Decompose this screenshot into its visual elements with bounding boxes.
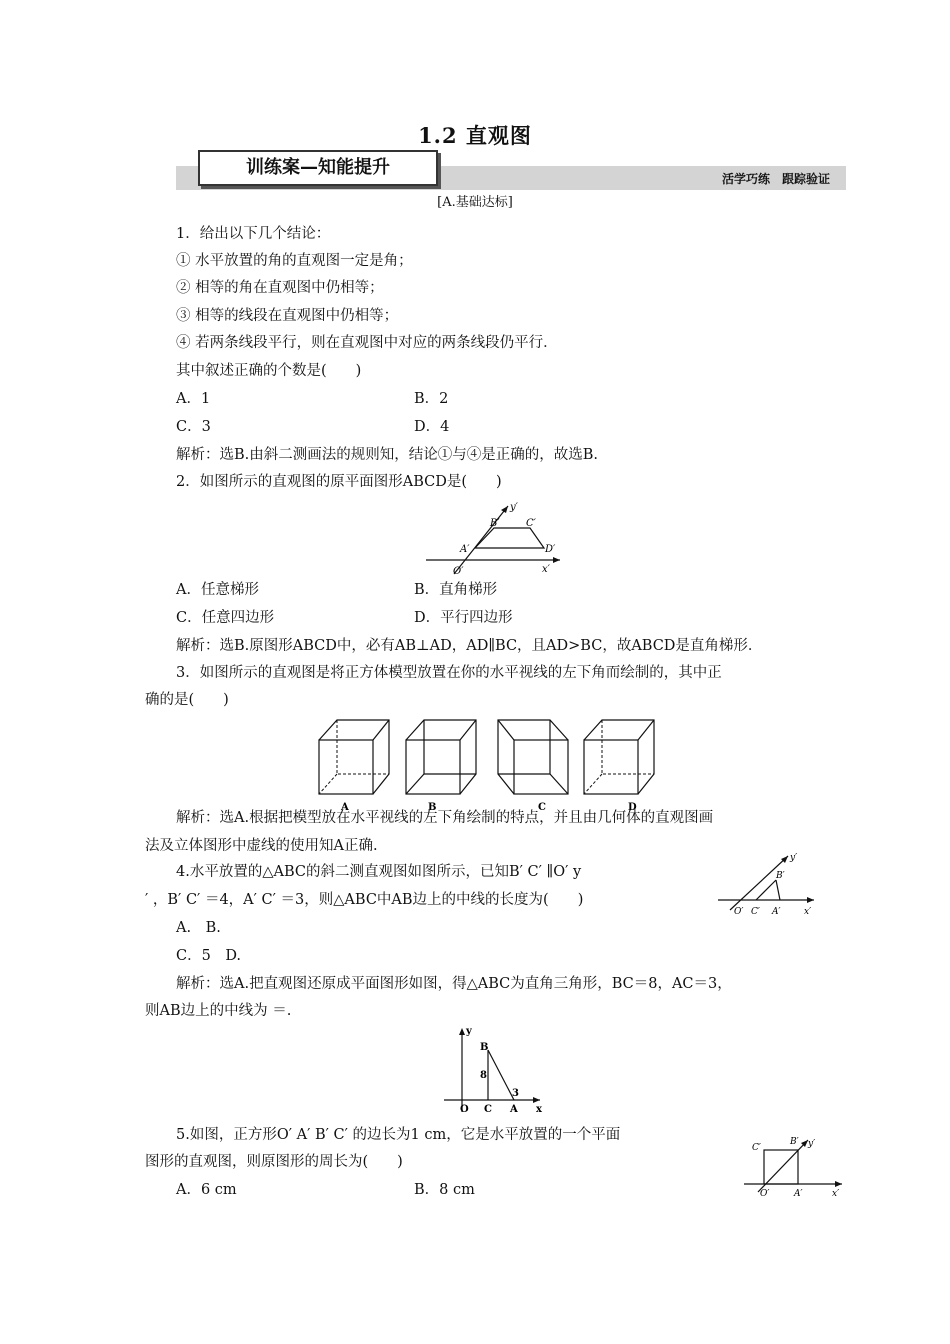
section-heading: [A.基础达标] bbox=[437, 195, 513, 210]
q2-option-d: D．平行四边形 bbox=[414, 610, 513, 626]
q5-label-c: C′ bbox=[752, 1143, 761, 1153]
q5-label-x: x′ bbox=[832, 1189, 840, 1199]
q1-claim-2: ② 相等的角在直观图中仍相等； bbox=[176, 280, 384, 296]
q5-option-b: B．8 cm bbox=[414, 1182, 475, 1198]
q2-option-a: A．任意梯形 bbox=[176, 582, 259, 598]
q4-analysis-line-2: 则AB边上的中线为 ＝. bbox=[145, 1003, 292, 1019]
q2-option-b: B．直角梯形 bbox=[414, 582, 498, 598]
q5-label-b: B′ bbox=[790, 1137, 799, 1147]
q4-options-cd: C．5 D. bbox=[176, 948, 242, 964]
q3-cube-b bbox=[402, 716, 482, 812]
q2-label-y: y′ bbox=[510, 502, 518, 513]
q5-option-a: A．6 cm bbox=[176, 1182, 237, 1198]
q1-stem: 1．给出以下几个结论： bbox=[176, 226, 331, 242]
q5-label-o: O′ bbox=[760, 1189, 770, 1199]
q2-label-a: A′ bbox=[460, 544, 470, 555]
q5-label-a: A′ bbox=[794, 1189, 803, 1199]
q1-option-a: A．1 bbox=[176, 391, 211, 407]
q4-fig2-label-x: x bbox=[536, 1104, 542, 1115]
q5-label-y: y′ bbox=[808, 1139, 816, 1149]
banner-right-text: 活学巧练 跟踪验证 bbox=[721, 172, 830, 186]
q2-option-c: C．任意四边形 bbox=[176, 610, 275, 626]
q3-analysis-line-2: 法及立体图形中虚线的使用知A正确. bbox=[145, 838, 378, 854]
q2-stem: 2．如图所示的直观图的原平面图形ABCD是( ) bbox=[176, 474, 502, 490]
q5-square-figure bbox=[740, 1130, 850, 1202]
q2-label-o: O′ bbox=[453, 566, 464, 576]
q3-cube-a-label: A bbox=[341, 802, 349, 812]
q1-claim-4: ④ 若两条线段平行，则在直观图中对应的两条线段仍平行． bbox=[176, 335, 558, 351]
q1-ask: 其中叙述正确的个数是( ) bbox=[176, 363, 362, 379]
q2-analysis: 解析：选B.原图形ABCD中，必有AB⊥AD，AD∥BC，且AD>BC，故ABCD是直角梯形． bbox=[176, 638, 763, 654]
q4-analysis-line-1: 解析：选A.把直观图还原成平面图形如图，得△ABC为直角三角形，BC＝8，AC＝3， bbox=[176, 976, 732, 992]
q4-options-ab: A. B. bbox=[176, 920, 221, 936]
q4-label-x: x′ bbox=[804, 907, 812, 917]
q3-stem-line-1: 3．如图所示的直观图是将正方体模型放置在你的水平视线的左下角而绘制的，其中正 bbox=[176, 665, 722, 681]
q2-label-b: B′ bbox=[490, 518, 500, 529]
q4-oblique-figure bbox=[714, 850, 824, 920]
q4-fig2-label-c: C bbox=[484, 1104, 492, 1115]
q4-fig2-label-a: A bbox=[510, 1104, 518, 1115]
q2-label-d: D′ bbox=[545, 544, 556, 555]
q2-trapezoid-figure bbox=[420, 496, 570, 576]
q4-label-y: y′ bbox=[790, 853, 798, 863]
q3-cube-a bbox=[315, 716, 395, 812]
q3-stem-line-2: 确的是( ) bbox=[145, 692, 229, 708]
q4-fig2-label-b: B bbox=[480, 1042, 489, 1053]
page-title: 1.2 直观图 bbox=[418, 123, 532, 148]
q3-cube-d bbox=[580, 716, 660, 812]
q4-restored-figure bbox=[440, 1024, 550, 1116]
q4-fig2-label-y: y bbox=[466, 1026, 472, 1037]
q4-label-c: C′ bbox=[751, 907, 760, 917]
q3-cube-b-label: B bbox=[428, 802, 437, 812]
q4-label-o: O′ bbox=[734, 907, 744, 917]
q4-fig2-label-o: O bbox=[460, 1104, 469, 1115]
q4-stem-line-1: 4.水平放置的△ABC的斜二测直观图如图所示，已知B′ C′ ∥O′ y bbox=[176, 864, 582, 880]
q4-label-b: B′ bbox=[776, 871, 785, 881]
q1-claim-1: ① 水平放置的角的直观图一定是角； bbox=[176, 253, 413, 269]
q3-analysis-line-1: 解析：选A.根据把模型放在水平视线的左下角绘制的特点，并且由几何体的直观图画 bbox=[176, 810, 714, 826]
q1-option-c: C．3 bbox=[176, 419, 211, 435]
q3-cube-d-label: D bbox=[628, 802, 637, 812]
q1-option-b: B．2 bbox=[414, 391, 449, 407]
q1-claim-3: ③ 相等的线段在直观图中仍相等； bbox=[176, 308, 399, 324]
q1-option-d: D．4 bbox=[414, 419, 450, 435]
q5-stem-line-1: 5.如图，正方形O′ A′ B′ C′ 的边长为1 cm，它是水平放置的一个平面 bbox=[176, 1127, 621, 1143]
q2-label-c: C′ bbox=[526, 518, 536, 529]
q4-fig2-label-bc: 8 bbox=[480, 1070, 487, 1081]
q5-stem-line-2: 图形的直观图，则原图形的周长为( ) bbox=[145, 1154, 403, 1170]
q1-analysis: 解析：选B.由斜二测画法的规则知，结论①与④是正确的，故选B. bbox=[176, 447, 599, 463]
q4-stem-line-2: ′ ，B′ C′ ＝4，A′ C′ ＝3，则△ABC中AB边上的中线的长度为( ) bbox=[145, 892, 584, 908]
q2-label-x: x′ bbox=[542, 564, 550, 575]
q4-fig2-label-ac: 3 bbox=[512, 1088, 519, 1099]
banner-label: 训练案—知能提升 bbox=[198, 150, 438, 186]
q4-label-a: A′ bbox=[772, 907, 781, 917]
q3-cube-c bbox=[494, 716, 574, 812]
q3-cube-c-label: C bbox=[538, 802, 546, 812]
